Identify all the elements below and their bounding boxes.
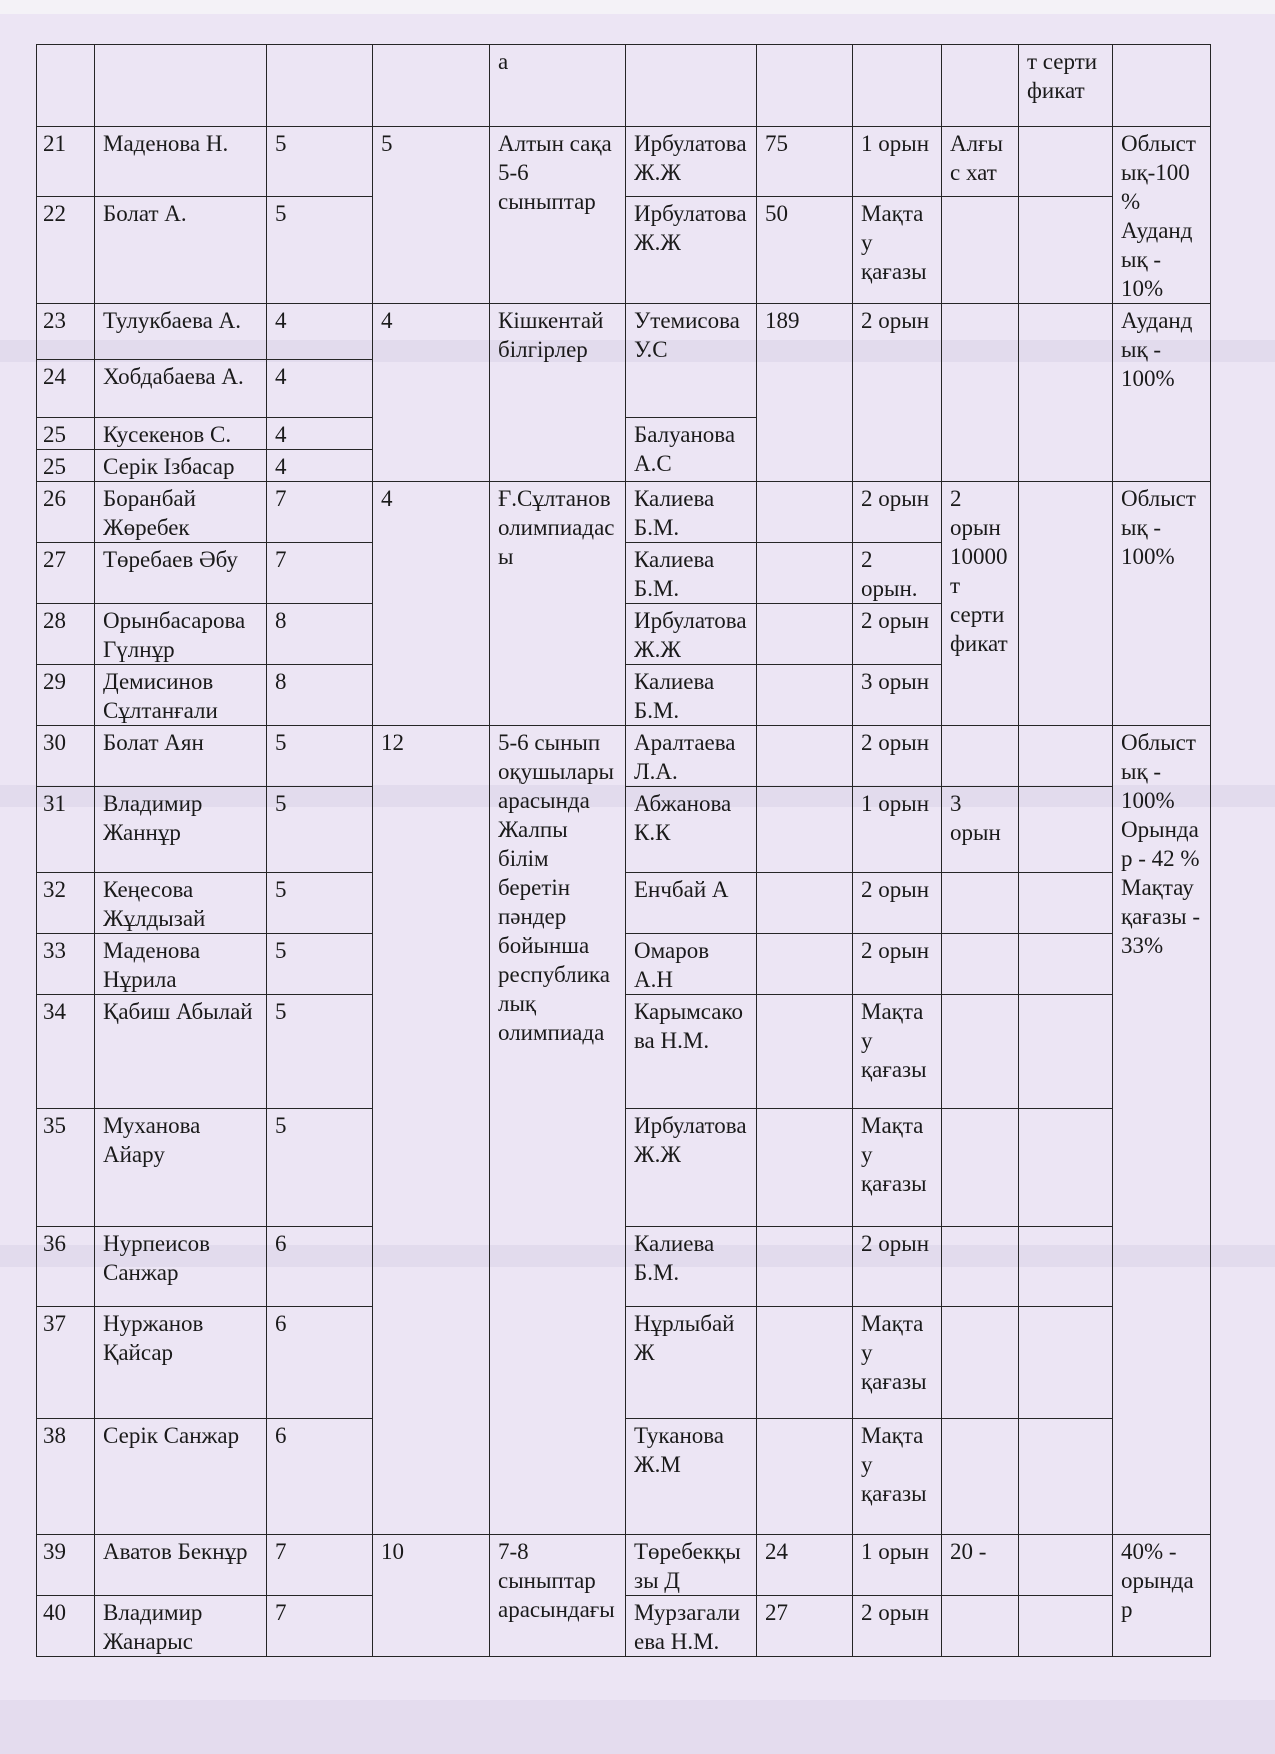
grade: 7 xyxy=(267,543,373,604)
grade: 4 xyxy=(267,418,373,450)
table-header-continuation xyxy=(37,45,1211,127)
place: 2 орын xyxy=(853,1596,942,1657)
header-cell-name xyxy=(95,45,267,127)
place: 2 орын xyxy=(853,304,942,482)
student-name: Аватов Бекнұр xyxy=(95,1535,267,1596)
scan-bottom-edge xyxy=(0,1700,1275,1754)
grade: 5 xyxy=(267,726,373,787)
certificate xyxy=(1019,726,1113,787)
award xyxy=(942,1596,1019,1657)
grade: 5 xyxy=(267,995,373,1109)
grade: 5 xyxy=(267,197,373,304)
teacher-name: Мурзагалиева Н.М. xyxy=(626,1596,757,1657)
award: 2 орын 10000 т сертификат xyxy=(942,482,1019,726)
student-name: Муханова Айару xyxy=(95,1109,267,1227)
grade: 5 xyxy=(267,787,373,873)
scan-top-edge xyxy=(0,0,1275,14)
score xyxy=(757,604,853,665)
place: 1 орын xyxy=(853,787,942,873)
teacher-name: Нұрлыбай Ж xyxy=(626,1307,757,1419)
score: 75 xyxy=(757,127,853,197)
certificate xyxy=(1019,1535,1113,1596)
student-name: Хобдабаева А. xyxy=(95,360,267,418)
result-summary: 40% - орындар xyxy=(1113,1535,1211,1657)
award xyxy=(942,1419,1019,1535)
score xyxy=(757,787,853,873)
header-cell-grade xyxy=(267,45,373,127)
header-cell-certificate: т серти фикат xyxy=(1019,45,1113,127)
student-name: Тулукбаева А. xyxy=(95,304,267,360)
student-name: Демисинов Сұлтанғали xyxy=(95,665,267,726)
row-number: 36 xyxy=(37,1227,95,1307)
result-summary: Облыстық-100% Аудандық - 10% xyxy=(1113,127,1211,304)
student-name: Кеңесова Жұлдызай xyxy=(95,873,267,934)
score xyxy=(757,1227,853,1307)
place: Мақтау қағазы xyxy=(853,1419,942,1535)
certificate xyxy=(1019,1227,1113,1307)
certificate xyxy=(1019,934,1113,995)
olympiad-name: 7-8 сыныптар арасындағы xyxy=(490,1535,626,1657)
teacher-name: Утемисова У.С xyxy=(626,304,757,418)
olympiad-name: Алтын сақа 5-6 сыныптар xyxy=(490,127,626,304)
score xyxy=(757,934,853,995)
row-number: 25 xyxy=(37,418,95,450)
header-cell-olympiad: а xyxy=(490,45,626,127)
grade: 8 xyxy=(267,665,373,726)
teacher-name: Балуанова А.С xyxy=(626,418,757,482)
header-cell-participants xyxy=(373,45,490,127)
row-number: 37 xyxy=(37,1307,95,1419)
row-number: 32 xyxy=(37,873,95,934)
olympiad-name: 5-6 сынып оқушылары арасында Жалпы білім беретін пәндер бойынша республикалық олимпиада xyxy=(490,726,626,1535)
score xyxy=(757,543,853,604)
award xyxy=(942,1307,1019,1419)
student-name: Қабиш Абылай xyxy=(95,995,267,1109)
grade: 4 xyxy=(267,360,373,418)
certificate xyxy=(1019,1109,1113,1227)
grade: 4 xyxy=(267,450,373,482)
award xyxy=(942,995,1019,1109)
grade: 4 xyxy=(267,304,373,360)
row-number: 24 xyxy=(37,360,95,418)
row-number: 28 xyxy=(37,604,95,665)
header-cell-no xyxy=(37,45,95,127)
student-name: Орынбасарова Гүлнұр xyxy=(95,604,267,665)
place: 2 орын xyxy=(853,604,942,665)
participant-count: 5 xyxy=(373,127,490,304)
certificate xyxy=(1019,482,1113,726)
place: 3 орын xyxy=(853,665,942,726)
grade: 6 xyxy=(267,1419,373,1535)
student-name: Болат Аян xyxy=(95,726,267,787)
row-number: 29 xyxy=(37,665,95,726)
certificate xyxy=(1019,127,1113,197)
grade: 7 xyxy=(267,482,373,543)
teacher-name: Калиева Б.М. xyxy=(626,543,757,604)
teacher-name: Төребекқызы Д xyxy=(626,1535,757,1596)
table-row xyxy=(37,482,1211,543)
table-row xyxy=(37,304,1211,360)
score xyxy=(757,995,853,1109)
place: 2 орын. xyxy=(853,543,942,604)
teacher-name: Калиева Б.М. xyxy=(626,665,757,726)
student-name: Серік Ізбасар xyxy=(95,450,267,482)
row-number: 21 xyxy=(37,127,95,197)
table-body xyxy=(37,45,1211,1657)
place: Мақтау қағазы xyxy=(853,1109,942,1227)
teacher-name: Калиева Б.М. xyxy=(626,1227,757,1307)
certificate xyxy=(1019,1419,1113,1535)
row-number: 35 xyxy=(37,1109,95,1227)
award: 3 орын xyxy=(942,787,1019,873)
grade: 5 xyxy=(267,934,373,995)
header-cell-score xyxy=(757,45,853,127)
award xyxy=(942,304,1019,482)
teacher-name: Карымсакова Н.М. xyxy=(626,995,757,1109)
place: 1 орын xyxy=(853,127,942,197)
header-cell-result xyxy=(1113,45,1211,127)
grade: 5 xyxy=(267,127,373,197)
place: Мақтау қағазы xyxy=(853,1307,942,1419)
grade: 6 xyxy=(267,1307,373,1419)
certificate xyxy=(1019,1307,1113,1419)
place: 2 орын xyxy=(853,726,942,787)
certificate xyxy=(1019,1596,1113,1657)
row-number: 26 xyxy=(37,482,95,543)
result-summary: Облыстық - 100% xyxy=(1113,482,1211,726)
student-name: Нурпеисов Санжар xyxy=(95,1227,267,1307)
row-number: 39 xyxy=(37,1535,95,1596)
place: 2 орын xyxy=(853,873,942,934)
table-row xyxy=(37,1535,1211,1596)
student-name: Болат А. xyxy=(95,197,267,304)
row-number: 33 xyxy=(37,934,95,995)
grade: 7 xyxy=(267,1535,373,1596)
place: 2 орын xyxy=(853,1227,942,1307)
award xyxy=(942,1109,1019,1227)
place: 1 орын xyxy=(853,1535,942,1596)
teacher-name: Абжанова К.К xyxy=(626,787,757,873)
table-row xyxy=(37,726,1211,787)
olympiad-name: Кішкентай білгірлер xyxy=(490,304,626,482)
score xyxy=(757,873,853,934)
score xyxy=(757,1419,853,1535)
teacher-name: Калиева Б.М. xyxy=(626,482,757,543)
grade: 7 xyxy=(267,1596,373,1657)
award xyxy=(942,726,1019,787)
teacher-name: Енчбай А xyxy=(626,873,757,934)
row-number: 31 xyxy=(37,787,95,873)
student-name: Кусекенов С. xyxy=(95,418,267,450)
score xyxy=(757,665,853,726)
score xyxy=(757,1307,853,1419)
olympiad-name: Ғ.Сұлтанов олимпиадасы xyxy=(490,482,626,726)
place: 2 орын xyxy=(853,482,942,543)
certificate xyxy=(1019,873,1113,934)
award xyxy=(942,1227,1019,1307)
grade: 5 xyxy=(267,873,373,934)
participant-count: 12 xyxy=(373,726,490,1535)
award xyxy=(942,873,1019,934)
participant-count: 4 xyxy=(373,304,490,482)
participant-count: 10 xyxy=(373,1535,490,1657)
row-number: 30 xyxy=(37,726,95,787)
teacher-name: Туканова Ж.М xyxy=(626,1419,757,1535)
teacher-name: Аралтаева Л.А. xyxy=(626,726,757,787)
certificate xyxy=(1019,787,1113,873)
row-number: 27 xyxy=(37,543,95,604)
teacher-name: Ирбулатова Ж.Ж xyxy=(626,604,757,665)
row-number: 38 xyxy=(37,1419,95,1535)
student-name: Владимир Жаннұр xyxy=(95,787,267,873)
row-number: 25 xyxy=(37,450,95,482)
teacher-name: Ирбулатова Ж.Ж xyxy=(626,1109,757,1227)
header-cell-teacher xyxy=(626,45,757,127)
table-row xyxy=(37,127,1211,197)
score: 24 xyxy=(757,1535,853,1596)
student-name: Боранбай Жөребек xyxy=(95,482,267,543)
grade: 6 xyxy=(267,1227,373,1307)
score xyxy=(757,1109,853,1227)
certificate xyxy=(1019,304,1113,482)
result-summary: Аудандық - 100% xyxy=(1113,304,1211,482)
place: 2 орын xyxy=(853,934,942,995)
row-number: 40 xyxy=(37,1596,95,1657)
certificate xyxy=(1019,995,1113,1109)
student-name: Владимир Жанарыс xyxy=(95,1596,267,1657)
teacher-name: Омаров А.Н xyxy=(626,934,757,995)
student-name: Нуржанов Қайсар xyxy=(95,1307,267,1419)
score xyxy=(757,726,853,787)
student-name: Маденова Нұрила xyxy=(95,934,267,995)
teacher-name: Ирбулатова Ж.Ж xyxy=(626,197,757,304)
award xyxy=(942,197,1019,304)
certificate xyxy=(1019,197,1113,304)
header-cell-place xyxy=(853,45,942,127)
award: 20 - xyxy=(942,1535,1019,1596)
score xyxy=(757,482,853,543)
header-cell-award xyxy=(942,45,1019,127)
participant-count: 4 xyxy=(373,482,490,726)
score: 189 xyxy=(757,304,853,482)
place: Мақтау қағазы xyxy=(853,995,942,1109)
grade: 5 xyxy=(267,1109,373,1227)
result-summary: Облыстық - 100% Орындар - 42 % Мақтау қағазы - 33% xyxy=(1113,726,1211,1535)
award: Алғыс хат xyxy=(942,127,1019,197)
score: 50 xyxy=(757,197,853,304)
student-name: Маденова Н. xyxy=(95,127,267,197)
award xyxy=(942,934,1019,995)
row-number: 22 xyxy=(37,197,95,304)
grade: 8 xyxy=(267,604,373,665)
row-number: 34 xyxy=(37,995,95,1109)
place: Мақтау қағазы xyxy=(853,197,942,304)
score: 27 xyxy=(757,1596,853,1657)
student-name: Серік Санжар xyxy=(95,1419,267,1535)
results-table xyxy=(36,44,1211,1657)
student-name: Төребаев Әбу xyxy=(95,543,267,604)
row-number: 23 xyxy=(37,304,95,360)
teacher-name: Ирбулатова Ж.Ж xyxy=(626,127,757,197)
